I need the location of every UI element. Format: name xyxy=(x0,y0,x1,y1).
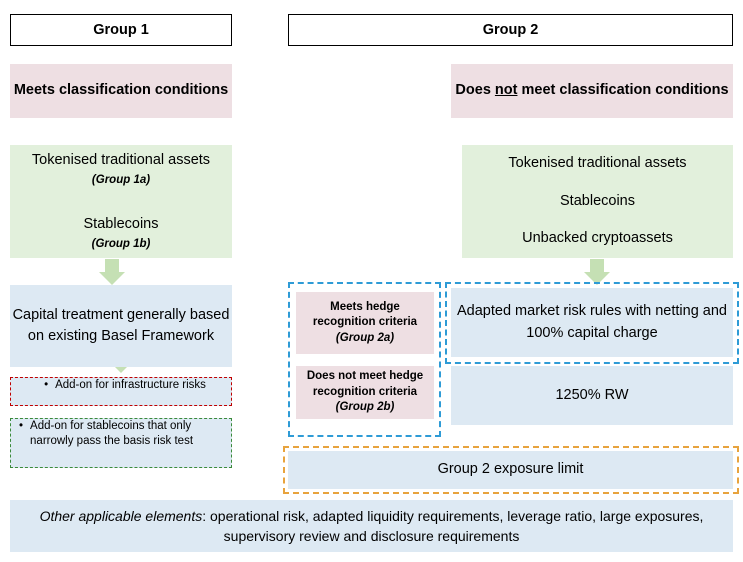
group2-adapted-rules-label: Adapted market risk rules with netting and 100% capital charge xyxy=(457,303,727,341)
footer-lead: Other applicable elements xyxy=(39,507,203,524)
group1-assets xyxy=(10,145,232,258)
group2b-hedge-sublabel: (Group 2b) xyxy=(335,401,395,414)
group2-asset-item: Unbacked cryptoassets xyxy=(522,230,673,247)
other-applicable-elements xyxy=(10,500,733,552)
group2-exposure-limit xyxy=(288,451,733,489)
footer-text xyxy=(24,506,719,547)
group1-header-label: Group 1 xyxy=(93,22,149,38)
addon-infrastructure-label: Add-on for infrastructure risks xyxy=(55,379,206,391)
group2-asset-item: Tokenised traditional assets xyxy=(508,154,687,171)
group2-conditions-pre: Does xyxy=(455,82,495,99)
bullet-icon: • xyxy=(44,379,49,391)
group1-classification-conditions xyxy=(10,64,232,118)
group1-header xyxy=(10,14,232,46)
group2-conditions-negation: not xyxy=(494,82,518,99)
group1-asset-label: Tokenised traditional assets xyxy=(31,151,211,168)
adapted-rules-group-outline xyxy=(445,282,739,364)
addon-stablecoins-label: Add-on for stablecoins that only narrowly pass the basis risk test xyxy=(30,420,194,447)
group2-conditions-label xyxy=(455,81,728,101)
group1-capital-treatment-label: Capital treatment generally based on existing Basel Framework xyxy=(12,306,230,344)
group2-risk-weight-label: 1250% RW xyxy=(555,386,629,403)
group1-asset-label: Stablecoins xyxy=(83,215,159,232)
group2-risk-weight xyxy=(451,366,733,425)
group2-header-label: Group 2 xyxy=(482,22,539,38)
group1-capital-treatment xyxy=(10,285,232,367)
addon-stablecoins-basis-risk xyxy=(10,418,232,468)
group2a-hedge-label: Meets hedge recognition criteria xyxy=(312,300,418,329)
group2a-hedge-sublabel: (Group 2a) xyxy=(335,331,395,344)
addon-infrastructure-risks xyxy=(10,377,232,406)
footer-rest: : operational risk, adapted liquidity requirements, leverage ratio, large exposures, supervisory review and disclosure requirements xyxy=(202,507,704,544)
group1-conditions-label: Meets classification conditions xyxy=(13,82,229,99)
group1-asset-sublabel: (Group 1a) xyxy=(91,174,151,187)
group2-header xyxy=(288,14,733,46)
group2-exposure-limit-label: Group 2 exposure limit xyxy=(437,461,584,478)
group2-conditions-post: meet classification conditions xyxy=(517,82,729,99)
group2-classification-conditions xyxy=(451,64,733,118)
group2-asset-item: Stablecoins xyxy=(560,192,635,209)
group1-asset-sublabel: (Group 1b) xyxy=(91,238,151,251)
group1-asset-item xyxy=(32,150,210,190)
bullet-icon: • xyxy=(19,420,24,432)
group2-assets xyxy=(462,145,733,258)
group1-asset-item xyxy=(84,214,159,254)
group2b-hedge-text: Does not meet hedge recognition criteria xyxy=(306,370,424,398)
hedge-criteria-group-outline xyxy=(288,282,441,437)
